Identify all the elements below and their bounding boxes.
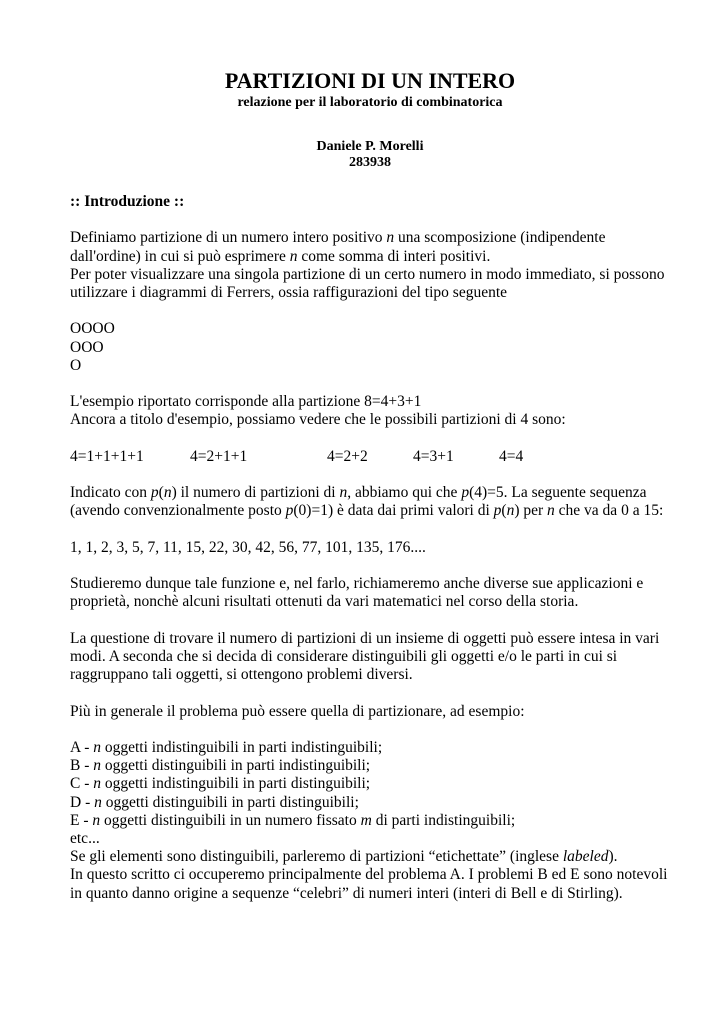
paragraph-pn: Indicato con p(n) il numero di partizioni di n, abbiamo qui che p(4)=5. La seguente sequenza (avendo convenzionalmente posto p(0)=1) è data dai primi valori di p(n) per n che va da 0 a 15: xyxy=(70,484,664,520)
paragraph-general: Più in generale il problema può essere quella di partizionare, ad esempio: xyxy=(70,702,525,720)
problem-list xyxy=(70,739,670,848)
paragraph-study: Studieremo dunque tale funzione e, nel farlo, richiameremo anche diverse sue applicazioni e proprietà, nonchè alcuni risultati ottenuti da vari matematici nel corso della storia. xyxy=(70,575,644,611)
paragraph-definition: Definiamo partizione di un numero intero positivo n una scomposizione (indipendente dall'ordine) in cui si può esprimere n come somma di interi positivi. xyxy=(70,229,606,265)
list-item: E - n oggetti distinguibili in un numero fissato m di parti indistinguibili; xyxy=(70,811,516,829)
ferrers-diagram xyxy=(70,320,670,375)
list-item-etc: etc... xyxy=(70,829,100,847)
partition-item: 4=2+1+1 xyxy=(190,447,248,465)
partitions-of-4 xyxy=(70,448,670,466)
document-title: PARTIZIONI DI UN INTERO xyxy=(224,68,516,93)
list-item: D - n oggetti distinguibili in parti distinguibili; xyxy=(70,793,359,811)
document-subtitle: relazione per il laboratorio di combinatorica xyxy=(237,95,503,110)
paragraph-scope: In questo scritto ci occuperemo principalmente del problema A. I problemi B ed E sono notevoli in quanto danno origine a sequenze “celebri” di numeri interi (interi di Bell e di Stirling). xyxy=(70,866,668,902)
list-item: A - n oggetti indistinguibili in parti indistinguibili; xyxy=(70,738,383,756)
partition-item: 4=4 xyxy=(499,447,524,465)
partition-item: 4=3+1 xyxy=(413,447,454,465)
partition-item: 4=2+2 xyxy=(327,447,368,465)
list-item: C - n oggetti indistinguibili in parti distinguibili; xyxy=(70,775,371,793)
paragraph-example: L'esempio riportato corrisponde alla partizione 8=4+3+1 xyxy=(70,393,422,411)
paragraph-question: La questione di trovare il numero di partizioni di un insieme di oggetti può essere intesa in vari modi. A seconda che si decida di considerare distinguibili gli oggetti e/o le parti in cui si raggruppano tali oggetti, si ottengono problemi diversi. xyxy=(70,629,660,684)
sequence-values: 1, 1, 2, 3, 5, 7, 11, 15, 22, 30, 42, 56, 77, 101, 135, 176.... xyxy=(70,538,426,556)
section-heading-introduzione: :: Introduzione :: xyxy=(70,193,185,210)
partition-item: 4=1+1+1+1 xyxy=(70,447,144,465)
list-item: B - n oggetti distinguibili in parti indistinguibili; xyxy=(70,757,371,775)
ferrers-row: O xyxy=(70,356,82,374)
document-page xyxy=(70,62,670,903)
paragraph-labeled: Se gli elementi sono distinguibili, parleremo di partizioni “etichettate” (inglese labeled). xyxy=(70,848,618,866)
author-name: Daniele P. Morelli xyxy=(316,139,424,154)
ferrers-row: OOO xyxy=(70,338,104,356)
ferrers-row: OOOO xyxy=(70,320,115,338)
paragraph-ferrers: Per poter visualizzare una singola partizione di un certo numero in modo immediato, si possono utilizzare i diagrammi di Ferrers, ossia raffigurazioni del tipo seguente xyxy=(70,265,665,301)
paragraph-example-2: Ancora a titolo d'esempio, possiamo vedere che le possibili partizioni di 4 sono: xyxy=(70,411,566,429)
student-id: 283938 xyxy=(349,155,391,170)
